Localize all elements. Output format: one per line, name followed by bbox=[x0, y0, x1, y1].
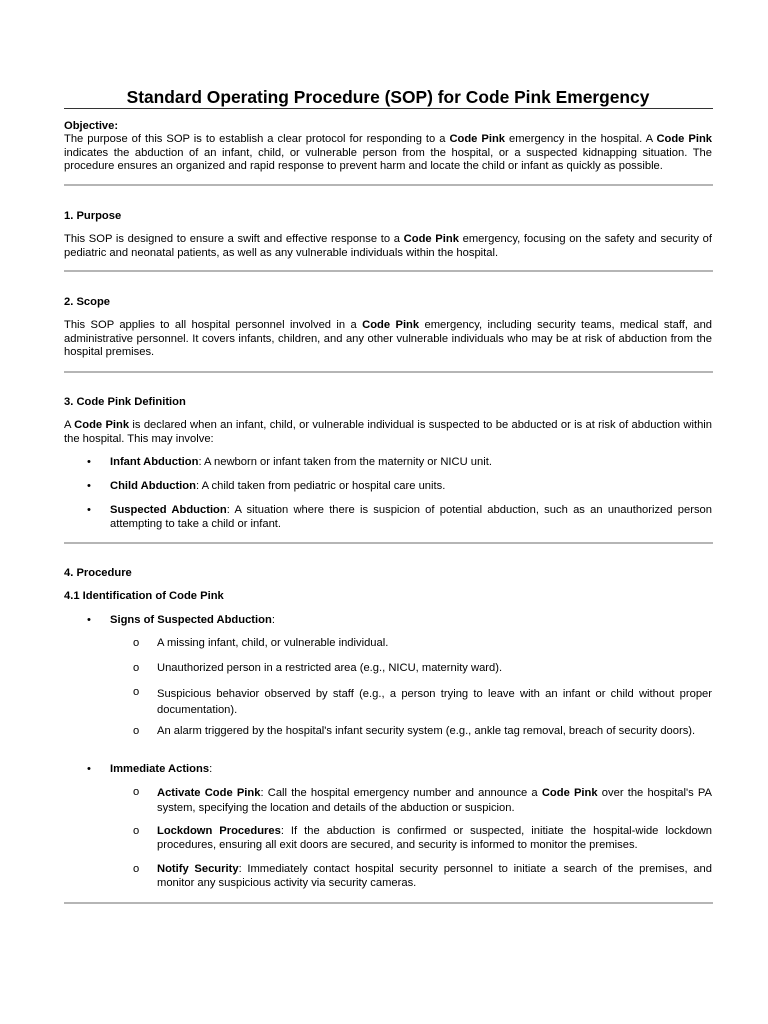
action-item-lockdown: Lockdown Procedures: If the abduction is confirmed or suspected, initiate the hospital-wide lockdown procedures, ensuring all exit doors are secured, and security is informed to monitor the premises. bbox=[157, 825, 712, 851]
list-item-suspected-abduction: Suspected Abduction: A situation where there is suspicion of potential abduction, such as an unauthorized person attempting to take a child or infant. bbox=[110, 504, 712, 530]
sub-bullet: o bbox=[133, 662, 140, 674]
section-divider bbox=[64, 902, 713, 904]
scope-paragraph: This SOP applies to all hospital personnel involved in a Code Pink emergency, including security teams, medical staff, and administrative personnel. It covers infants, children, and any other vulnerable individuals who may be at risk of abduction from the hospital premises. bbox=[64, 319, 713, 359]
bullet: • bbox=[87, 614, 91, 626]
bullet: • bbox=[87, 504, 91, 516]
definition-paragraph: A Code Pink is declared when an infant, child, or vulnerable individual is suspected to be abducted or is at risk of abduction within the hospital. This may involve: bbox=[64, 419, 713, 445]
bullet: • bbox=[87, 480, 91, 492]
bullet: • bbox=[87, 763, 91, 775]
procedure-heading: 4. Procedure bbox=[64, 567, 132, 579]
purpose-heading: 1. Purpose bbox=[64, 210, 122, 222]
list-item-child-abduction: Child Abduction: A child taken from pediatric or hospital care units. bbox=[110, 480, 446, 492]
purpose-paragraph: This SOP is designed to ensure a swift and effective response to a Code Pink emergency, focusing on the safety and security of pediatric and neonatal patients, as well as any vulnerable individuals within the hospital. bbox=[64, 233, 713, 259]
sub-bullet: o bbox=[133, 863, 140, 875]
sign-item: Unauthorized person in a restricted area (e.g., NICU, maternity ward). bbox=[157, 662, 503, 674]
action-item-activate: Activate Code Pink: Call the hospital emergency number and announce a Code Pink over the hospital's PA system, specifying the location and details of the abduction or suspicion. bbox=[157, 787, 712, 814]
section-divider bbox=[64, 184, 713, 186]
sign-item: Suspicious behavior observed by staff (e.g., a person trying to leave with an infant or child without proper documentation). bbox=[157, 688, 712, 716]
sub-bullet: o bbox=[133, 825, 140, 837]
sign-item: An alarm triggered by the hospital's infant security system (e.g., ankle tag removal, breach of security doors). bbox=[157, 725, 696, 737]
sub-bullet: o bbox=[133, 786, 140, 798]
sub-bullet: o bbox=[133, 725, 140, 737]
section-divider bbox=[64, 371, 713, 373]
bullet: • bbox=[87, 456, 91, 468]
signs-heading: Signs of Suspected Abduction: bbox=[110, 614, 275, 626]
list-item-infant-abduction: Infant Abduction: A newborn or infant taken from the maternity or NICU unit. bbox=[110, 456, 492, 468]
definition-heading: 3. Code Pink Definition bbox=[64, 396, 186, 408]
sign-item: A missing infant, child, or vulnerable individual. bbox=[157, 637, 389, 649]
scope-heading: 2. Scope bbox=[64, 296, 111, 308]
document-title: Standard Operating Procedure (SOP) for Code Pink Emergency bbox=[126, 87, 650, 107]
objective-heading: Objective: bbox=[64, 120, 119, 132]
action-item-notify: Notify Security: Immediately contact hospital security personnel to initiate a search of the premises, and monitor any suspicious activity via security cameras. bbox=[157, 863, 712, 889]
section-divider bbox=[64, 270, 713, 272]
section-divider bbox=[64, 542, 713, 544]
title-underline bbox=[64, 108, 713, 109]
sub-bullet: o bbox=[133, 637, 140, 649]
procedure-subheading: 4.1 Identification of Code Pink bbox=[64, 590, 224, 602]
actions-heading: Immediate Actions: bbox=[110, 763, 213, 775]
sub-bullet: o bbox=[133, 686, 140, 698]
objective-paragraph: The purpose of this SOP is to establish a clear protocol for responding to a Code Pink emergency in the hospital. A Code Pink indicates the abduction of an infant, child, or vulnerable person from the hospital, or a suspected kidnapping situation. The procedure ensures an organized and rapid response to prevent harm and locate the child or infant as quickly as possible. bbox=[64, 133, 713, 173]
